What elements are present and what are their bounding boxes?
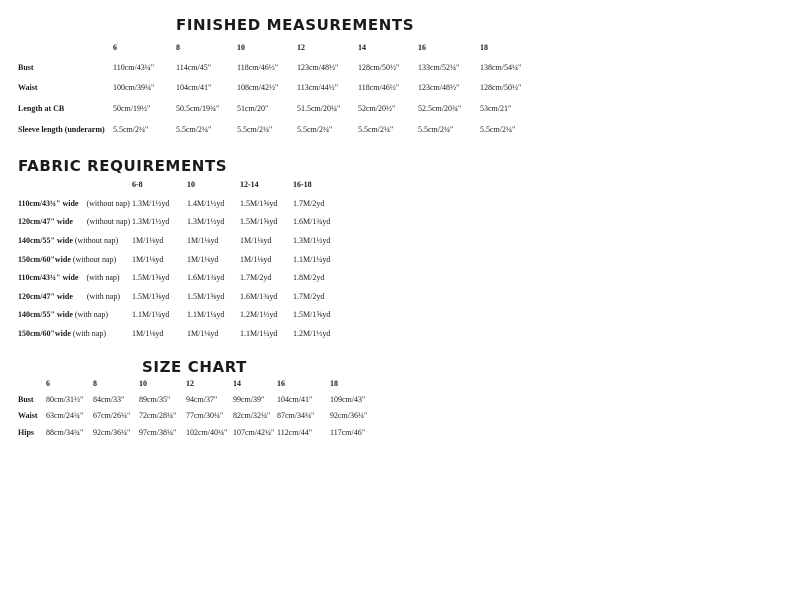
sc-row-label: Waist — [18, 411, 38, 420]
fr-cell: 1M/1⅛yd — [240, 255, 272, 264]
fm-cell: 100cm/39¼" — [113, 83, 155, 92]
fr-cell: 1.4M/1½yd — [187, 199, 225, 208]
fm-size-header: 8 — [176, 43, 180, 52]
fm-cell: 114cm/45" — [176, 63, 211, 72]
fr-cell: 1M/1⅛yd — [187, 236, 219, 245]
sc-row-label: Hips — [18, 428, 35, 437]
fm-size-header: 16 — [418, 43, 426, 52]
fr-cell: 1.2M/1⅓yd — [240, 310, 278, 319]
fr-cell: 1.5M/1⅝yd — [132, 273, 170, 282]
fm-size-header: 10 — [237, 43, 245, 52]
fm-cell: 51cm/20" — [237, 104, 269, 113]
sc-cell: 77cm/30¼" — [186, 411, 224, 420]
fr-cell: 1.5M/1⅝yd — [240, 217, 278, 226]
sc-cell: 109cm/43" — [330, 395, 366, 404]
fm-cell: 5.5cm/2¼" — [418, 125, 454, 134]
fr-cell: 1M/1⅛yd — [240, 236, 272, 245]
sc-cell: 63cm/24¾" — [46, 411, 84, 420]
fr-row-label: 150cm/60"wide (without nap) — [18, 255, 117, 264]
fm-cell: 50cm/19½" — [113, 104, 151, 113]
fm-cell: 51.5cm/20¼" — [297, 104, 341, 113]
sc-cell: 104cm/41" — [277, 395, 313, 404]
fm-cell: 5.5cm/2¼" — [297, 125, 333, 134]
fr-cell: 1.1M/1¼yd — [132, 310, 170, 319]
fm-size-header: 6 — [113, 43, 117, 52]
sc-cell: 117cm/46" — [330, 428, 365, 437]
fr-cell: 1.1M/1¼yd — [240, 329, 278, 338]
fr-cell: 1.2M/1⅓yd — [293, 329, 331, 338]
sc-cell: 82cm/32¼" — [233, 411, 271, 420]
fr-cell: 1M/1⅛yd — [132, 329, 164, 338]
sc-size-header: 14 — [233, 379, 241, 388]
sc-cell: 92cm/36¼" — [93, 428, 131, 437]
fm-cell: 104cm/41" — [176, 83, 212, 92]
sc-cell: 92cm/36¼" — [330, 411, 368, 420]
fr-cell: 1.1M/1¼yd — [187, 310, 225, 319]
fr-cell: 1.7M/2yd — [293, 199, 325, 208]
fm-cell: 110cm/43¼" — [113, 63, 154, 72]
fr-row-label: 140cm/55" wide (with nap) — [18, 310, 108, 319]
fr-cell: 1.3M/1½yd — [293, 236, 331, 245]
fr-cell: 1.3M/1½yd — [132, 199, 170, 208]
fm-cell: 5.5cm/2¼" — [113, 125, 149, 134]
sc-cell: 84cm/33" — [93, 395, 125, 404]
sc-cell: 89cm/35" — [139, 395, 171, 404]
fm-cell: 5.5cm/2¼" — [237, 125, 273, 134]
sc-cell: 87cm/34¼" — [277, 411, 315, 420]
fr-cell: 1.5M/1⅝yd — [240, 199, 278, 208]
fr-cell: 1.3M/1½yd — [132, 217, 170, 226]
fr-row-label: 120cm/47" wide (without nap) — [18, 217, 131, 226]
fm-row-label: Length at CB — [18, 104, 65, 113]
fr-size-header: 16-18 — [293, 180, 312, 189]
fm-cell: 113cm/44½" — [297, 83, 338, 92]
fm-cell: 5.5cm/2¼" — [480, 125, 516, 134]
fr-row-label: 110cm/43¼" wide (with nap) — [18, 273, 120, 282]
fr-row-label: 120cm/47" wide (with nap) — [18, 292, 120, 301]
fr-row-label: 110cm/43¼" wide (without nap) — [18, 199, 130, 208]
sc-cell: 107cm/42¼" — [233, 428, 275, 437]
fr-row-label: 140cm/55" wide (without nap) — [18, 236, 119, 245]
fm-cell: 118cm/46½" — [237, 63, 278, 72]
fm-row-label: Waist — [18, 83, 38, 92]
fm-cell: 50.5cm/19¾" — [176, 104, 220, 113]
fm-size-header: 18 — [480, 43, 488, 52]
sc-size-header: 10 — [139, 379, 147, 388]
fm-cell: 118cm/46½" — [358, 83, 399, 92]
fr-size-header: 12-14 — [240, 180, 259, 189]
sc-cell: 99cm/39" — [233, 395, 265, 404]
fm-size-header: 12 — [297, 43, 305, 52]
fm-row-label: Bust — [18, 63, 34, 72]
fm-cell: 52.5cm/20¾" — [418, 104, 462, 113]
sc-size-header: 12 — [186, 379, 194, 388]
fr-cell: 1M/1⅛yd — [187, 255, 219, 264]
fr-cell: 1.6M/1¾yd — [187, 273, 225, 282]
fabric-requirements-title: FABRIC REQUIREMENTS — [18, 157, 228, 175]
fr-cell: 1.7M/2yd — [293, 292, 325, 301]
fm-cell: 5.5cm/2¼" — [358, 125, 394, 134]
fm-cell: 5.5cm/2¼" — [176, 125, 212, 134]
fr-cell: 1.6M/1¾yd — [293, 217, 331, 226]
fm-cell: 53cm/21" — [480, 104, 512, 113]
sc-cell: 88cm/34¾" — [46, 428, 84, 437]
sc-size-header: 18 — [330, 379, 338, 388]
fr-cell: 1.1M/1¼yd — [293, 255, 331, 264]
fr-cell: 1.7M/2yd — [240, 273, 272, 282]
fm-cell: 128cm/50½" — [358, 63, 400, 72]
sc-cell: 112cm/44" — [277, 428, 312, 437]
sc-cell: 102cm/40¼" — [186, 428, 228, 437]
sc-cell: 72cm/28¼" — [139, 411, 177, 420]
sc-cell: 97cm/38¼" — [139, 428, 177, 437]
finished-measurements-title: FINISHED MEASUREMENTS — [176, 16, 415, 34]
sc-size-header: 16 — [277, 379, 285, 388]
fr-cell: 1.5M/1⅝yd — [132, 292, 170, 301]
sc-row-label: Bust — [18, 395, 34, 404]
fm-size-header: 14 — [358, 43, 366, 52]
fr-size-header: 6-8 — [132, 180, 143, 189]
sc-cell: 80cm/31½" — [46, 395, 84, 404]
fm-cell: 123cm/48½" — [418, 83, 460, 92]
sc-size-header: 8 — [93, 379, 97, 388]
sc-cell: 67cm/26¼" — [93, 411, 131, 420]
sc-cell: 94cm/37" — [186, 395, 218, 404]
fr-cell: 1.5M/1⅝yd — [187, 292, 225, 301]
size-chart-title: SIZE CHART — [142, 358, 248, 376]
fr-cell: 1.3M/1½yd — [187, 217, 225, 226]
fr-row-label: 150cm/60"wide (with nap) — [18, 329, 106, 338]
fr-cell: 1.8M/2yd — [293, 273, 325, 282]
fr-cell: 1M/1⅛yd — [187, 329, 219, 338]
fm-cell: 52cm/20½" — [358, 104, 396, 113]
fr-cell: 1M/1⅛yd — [132, 236, 164, 245]
fr-size-header: 10 — [187, 180, 195, 189]
sc-size-header: 6 — [46, 379, 50, 388]
fm-cell: 108cm/42½" — [237, 83, 279, 92]
fm-cell: 133cm/52¼" — [418, 63, 460, 72]
fr-cell: 1.6M/1¾yd — [240, 292, 278, 301]
fm-row-label: Sleeve length (underarm) — [18, 125, 105, 134]
fr-cell: 1M/1⅛yd — [132, 255, 164, 264]
fr-cell: 1.5M/1⅝yd — [293, 310, 331, 319]
fm-cell: 123cm/48½" — [297, 63, 339, 72]
fm-cell: 128cm/50½" — [480, 83, 522, 92]
fm-cell: 138cm/54¼" — [480, 63, 522, 72]
